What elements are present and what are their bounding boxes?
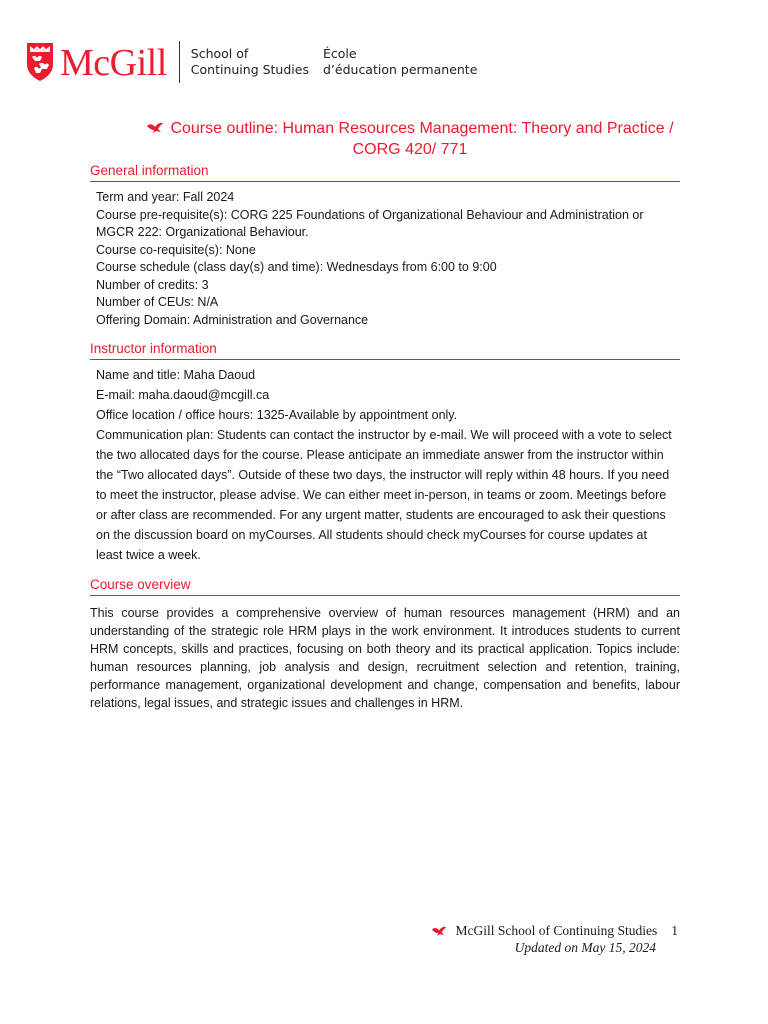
course-title bbox=[100, 118, 720, 160]
page-number: 1 bbox=[671, 923, 678, 938]
martlet-icon bbox=[431, 925, 447, 937]
course-title-line1: Course outline: Human Resources Management: Theory and Practice / bbox=[170, 120, 674, 137]
footer-org: McGill School of Continuing Studies bbox=[455, 923, 658, 938]
page-header bbox=[26, 40, 491, 84]
instructor-email: E-mail: maha.daoud@mcgill.ca bbox=[96, 388, 270, 402]
instructor-name: Name and title: Maha Daoud bbox=[96, 368, 256, 382]
page-footer bbox=[431, 922, 678, 956]
school-name-english: School of Continuing Studies bbox=[190, 46, 309, 77]
section-heading-general: General information bbox=[90, 162, 680, 182]
martlet-icon bbox=[146, 121, 164, 134]
office-hours: Office location / office hours: 1325-Available by appointment only. bbox=[96, 408, 458, 422]
general-info-block bbox=[96, 189, 676, 329]
header-divider bbox=[179, 41, 180, 83]
course-overview-text: This course provides a comprehensive overview of human resources management (HRM) and an understanding of the strategic role HRM plays in the work environment. It introduces students to current HRM concepts, skills and practices, focusing on both theory and its practical application. Topics include: human resources planning, job analysis and design, recruitment selection and retention, training, performance management, organizational development and change, compensation and benefits, labour relations, legal issues, and strategic issues and challenges in HRM. bbox=[90, 606, 680, 710]
updated-date: Updated on May 15, 2024 bbox=[514, 940, 656, 955]
school-name-french: École d’éducation permanente bbox=[322, 46, 478, 77]
instructor-info-block bbox=[96, 365, 674, 565]
mcgill-crest-icon bbox=[26, 42, 54, 82]
term-year: Term and year: Fall 2024 bbox=[96, 190, 235, 204]
ceus: Number of CEUs: N/A bbox=[96, 295, 219, 309]
section-heading-instructor: Instructor information bbox=[90, 340, 680, 360]
course-title-line2: CORG 420/ 771 bbox=[352, 141, 468, 158]
credits: Number of credits: 3 bbox=[96, 277, 209, 292]
prerequisites-cont: MGCR 222: Organizational Behaviour. bbox=[96, 225, 309, 239]
prerequisites: Course pre-requisite(s): CORG 225 Foundations of Organizational Behaviour and Administration or bbox=[96, 207, 644, 222]
course-schedule: Course schedule (class day(s) and time): Wednesdays from 6:00 to 9:00 bbox=[96, 260, 497, 274]
corequisites: Course co-requisite(s): None bbox=[96, 242, 256, 257]
mcgill-wordmark: McGill bbox=[60, 42, 167, 84]
offering-domain: Offering Domain: Administration and Governance bbox=[96, 312, 369, 327]
communication-plan: Communication plan: Students can contact the instructor by e-mail. We will proceed with a vote to select the two allocated days for the course. Please anticipate an immediate answer from the instructor within the “Two allocated days”. Outside of these two days, the instructor will reply within 48 hours. If you need to meet the instructor, please advise. We can either meet in-person, in teams or zoom. Meetings before or after class are recommended. For any urgent matter, students are encouraged to ask their questions on the discussion board on myCourses. All students should check myCourses for course updates at least twice a week. bbox=[96, 428, 672, 562]
section-heading-overview: Course overview bbox=[90, 576, 680, 596]
